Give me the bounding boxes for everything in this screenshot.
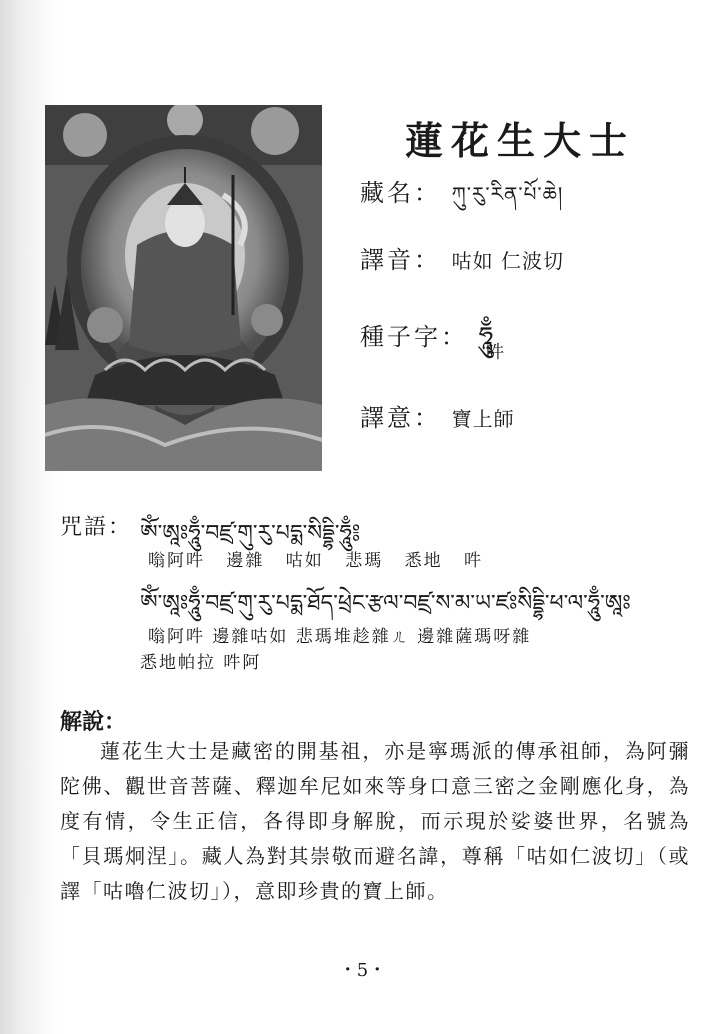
seed-syllable-value: ཧཱུྃ: [478, 322, 495, 352]
meaning-row: [360, 398, 515, 433]
mantra-tibetan-short: ཨོཾ་ཨཱཿཧཱུྃ་བཛྲ་གུ་རུ་པདྨ་སིདྡྷི་ཧཱུྃ༔: [140, 521, 361, 546]
mantra-transliteration-long-line2: 悉地帕拉 吽阿: [140, 653, 262, 673]
mantra-transliteration-long-line1: 嗡阿吽 邊雜咕如 悲瑪堆趁雜ㄦ 邊雜薩瑪呀雜: [148, 627, 532, 647]
mantra-label: 咒語：: [60, 515, 133, 540]
tibetan-name-row: [360, 172, 563, 228]
padmasambhava-thangka-image: [45, 105, 322, 471]
meaning-value: 寶上師: [451, 407, 515, 431]
tibetan-name-label: 藏名：: [360, 179, 441, 207]
tibetan-name-value: ཀུ་རུ་རིན་པོ་ཆེ།: [451, 182, 564, 206]
page-title: 蓮花生大士: [404, 118, 635, 163]
seed-syllable-chinese: 吽: [486, 342, 504, 363]
pronunciation-value: 咕如 仁波切: [451, 249, 564, 273]
pronunciation-row: [360, 240, 564, 275]
explanation-paragraph: 蓮花生大士是藏密的開基祖，亦是寧瑪派的傳承祖師，為阿彌陀佛、觀世音菩薩、釋迦牟尼如來等身口意三密之金剛應化身，為度有情，令生正信，各得即身解脫，而示現於娑婆世界，名號為「貝瑪炯涅」。藏人為對其崇敬而避名諱，尊稱「咕如仁波切」（或譯「咕嚕仁波切」），意即珍貴的寶上師。: [60, 739, 690, 903]
page-number: ・5・: [338, 960, 387, 981]
meaning-label: 譯意：: [360, 404, 441, 432]
explanation-heading: 解說：: [60, 709, 127, 735]
mantra-tibetan-long: ཨོཾ་ཨཱཿཧཱུྃ་བཛྲ་གུ་རུ་པདྨ་ཐོད་ཕྲེང་རྩལ་བཛྲ་ས་མ་ཡ་ཛཿསིདྡྷི་ཕ་ལ་ཧཱུྃ་ཨཱཿ: [140, 591, 631, 616]
seed-syllable-label: 種子字：: [360, 323, 468, 351]
seed-syllable-row: [360, 308, 494, 381]
pronunciation-label: 譯音：: [360, 246, 441, 274]
mantra-transliteration-short: 嗡阿吽 邊雜 咕如 悲瑪 悉地 吽: [148, 551, 484, 571]
